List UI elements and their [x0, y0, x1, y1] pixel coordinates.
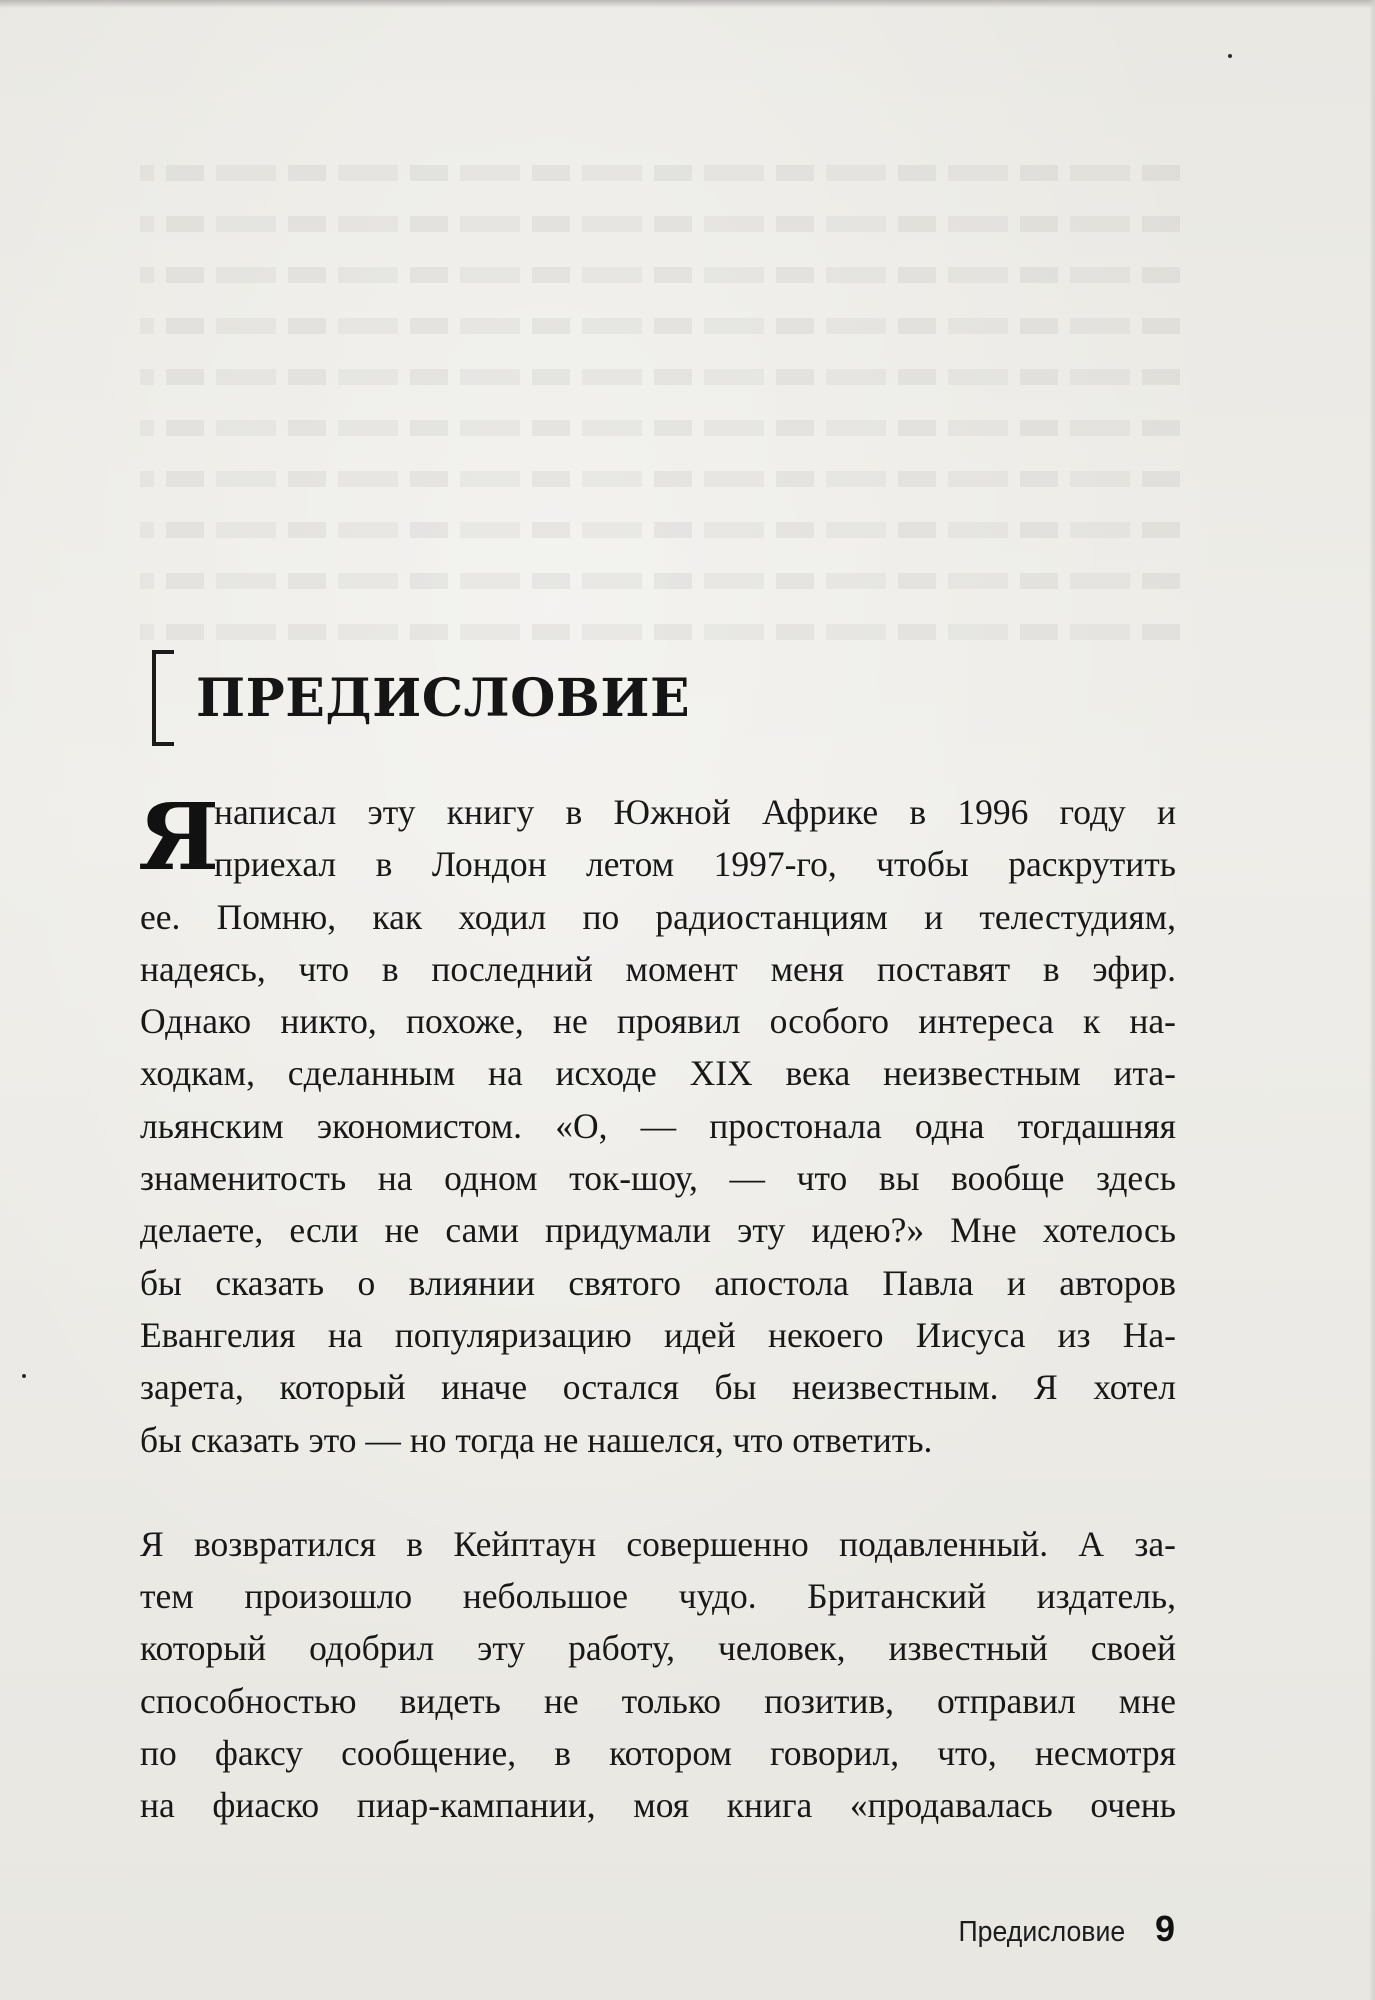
text-line: льянским экономистом. «О, — простонала одна тогдашняя — [140, 1105, 1176, 1146]
page-right-edge — [1369, 0, 1375, 2000]
drop-cap: Я — [138, 783, 220, 891]
text-line: тем произошло небольшое чудо. Британский издатель, — [140, 1576, 1176, 1617]
chapter-title: ПРЕДИСЛОВИЕ — [196, 667, 691, 729]
text-line: написал эту книгу в Южной Африке в 1996 году и — [214, 792, 1176, 832]
page-number: 9 — [1154, 1908, 1175, 1949]
paragraph-2 — [140, 1518, 1176, 1832]
text-line: бы сказать это — но тогда не нашелся, что ответить. — [140, 1419, 933, 1460]
show-through-text — [140, 165, 1180, 685]
running-footer — [944, 1908, 1175, 1950]
paper-speck — [1228, 54, 1232, 58]
text-line: приехал в Лондон летом 1997-го, чтобы раскрутить — [214, 844, 1176, 885]
text-line: бы сказать о влиянии святого апостола Павла и авторов — [140, 1262, 1176, 1303]
text-line: по факсу сообщение, в котором говорил, что, несмотря — [140, 1733, 1176, 1774]
text-line: Я возвратился в Кейптаун совершенно подавленный. А за- — [140, 1523, 1176, 1564]
text-line: надеясь, что в последний момент меня поставят в эфир. — [140, 948, 1176, 989]
text-line: знаменитость на одном ток-шоу, — что вы вообще здесь — [140, 1158, 1176, 1199]
text-line: на фиаско пиар-кампании, моя книга «продавалась очень — [140, 1785, 1176, 1826]
text-line: зарета, который иначе остался бы неизвестным. Я хотел — [140, 1367, 1176, 1408]
text-line: делаете, если не сами придумали эту идею?» Мне хотелось — [140, 1210, 1176, 1251]
text-line: ходкам, сделанным на исходе XIX века неизвестным ита- — [140, 1053, 1176, 1094]
paragraph-1 — [138, 783, 1176, 1466]
text-line: Однако никто, похоже, не проявил особого интереса к на- — [140, 1001, 1176, 1042]
chapter-heading — [152, 650, 690, 746]
paragraph-gap — [140, 1466, 1176, 1518]
text-line: способностью видеть не только позитив, отправил мне — [140, 1680, 1176, 1721]
page-top-edge — [0, 0, 1375, 8]
body-text — [138, 783, 1176, 1832]
text-line: который одобрил эту работу, человек, известный своей — [140, 1628, 1176, 1669]
text-line: ее. Помню, как ходил по радиостанциям и телестудиям, — [140, 896, 1176, 937]
text-line: Евангелия на популяризацию идей некоего Иисуса из На- — [140, 1314, 1176, 1355]
paper-speck — [22, 1374, 26, 1378]
heading-bracket — [152, 650, 174, 746]
footer-section-title: Предисловие — [958, 1916, 1125, 1948]
